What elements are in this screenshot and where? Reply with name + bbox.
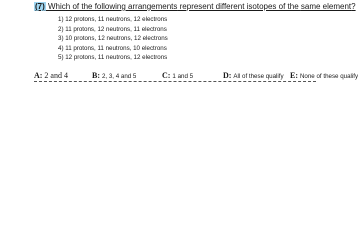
option-4: 4) 11 protons, 11 neutrons, 10 electrons: [58, 44, 167, 52]
answer-e-text: None of these qualify: [299, 73, 358, 80]
answer-d-text: All of these qualify: [233, 73, 284, 80]
answer-b-letter: B:: [92, 71, 100, 80]
question-text-part-3: ?: [351, 2, 356, 11]
option-3: 3) 10 protons, 12 neutrons, 12 electrons: [58, 35, 168, 43]
answer-c[interactable]: [162, 71, 193, 81]
separator-line: [34, 81, 316, 82]
answer-b[interactable]: [92, 71, 136, 81]
answer-d-letter: D:: [223, 71, 232, 80]
answer-c-letter: C:: [162, 71, 171, 80]
question-text-part-1: Which of the following: [45, 2, 129, 11]
question-underlined-same-element: same element: [300, 2, 352, 11]
answer-b-text: 2, 3, 4 and 5: [101, 73, 137, 80]
question-text: [34, 2, 356, 12]
question-underlined-arrangements: arrangements: [128, 2, 178, 11]
question-text-part-2: represent different isotopes of the: [177, 2, 301, 11]
question-number: (7): [35, 2, 45, 11]
option-2: 2) 11 protons, 12 neutrons, 11 electrons: [58, 25, 167, 33]
answer-a-letter: A:: [34, 71, 43, 80]
answer-d[interactable]: [223, 71, 284, 81]
option-list: [58, 15, 168, 63]
answer-c-text: 1 and 5: [172, 73, 194, 80]
option-1: 1) 12 protons, 11 neutrons, 12 electrons: [58, 16, 168, 23]
answer-a-text: 2 and 4: [44, 71, 68, 80]
option-5: 5) 12 protons, 11 neutrons, 12 electrons: [58, 54, 168, 62]
answer-e[interactable]: [290, 71, 358, 81]
answer-a[interactable]: [34, 71, 68, 81]
answer-e-letter: E:: [290, 71, 298, 80]
